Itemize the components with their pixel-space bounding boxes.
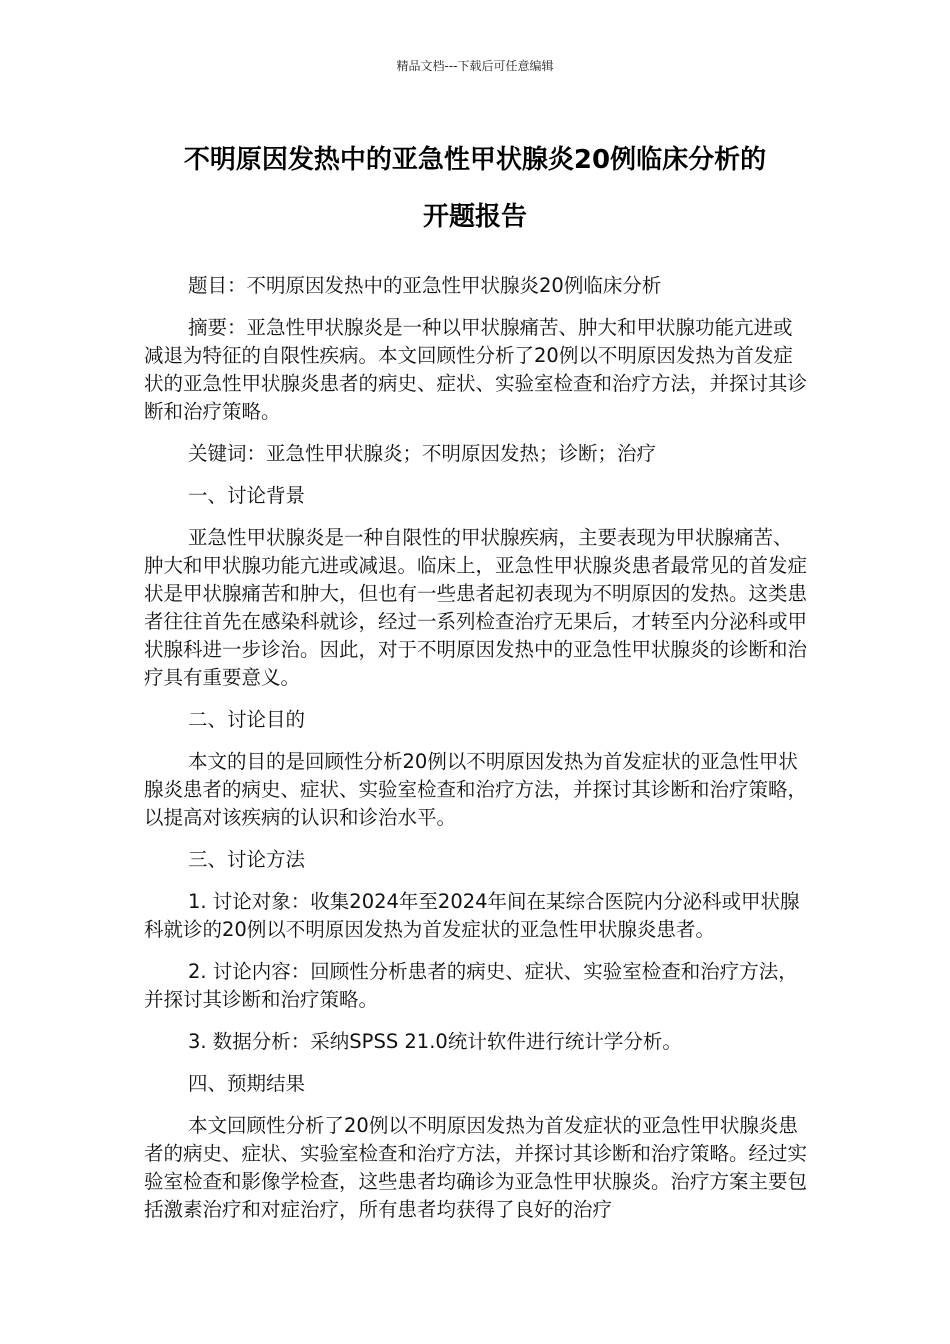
document-title-line-1: 不明原因发热中的亚急性甲状腺炎20例临床分析的 [183, 145, 767, 175]
methods-item-2: 2. 讨论内容：回顾性分析患者的病史、症状、实验室检查和治疗方法，并探讨其诊断和治疗策略。 [144, 960, 798, 1011]
keywords-paragraph: 关键词：亚急性甲状腺炎；不明原因发热；诊断；治疗 [188, 442, 657, 465]
document-title-line-2: 开题报告 [422, 202, 527, 232]
document-body [144, 272, 809, 1238]
section-heading-background: 一、讨论背景 [188, 484, 306, 507]
abstract-paragraph: 摘要：亚急性甲状腺炎是一种以甲状腺痛苦、肿大和甲状腺功能亢进或减退为特征的自限性疾病。本文回顾性分析了20例以不明原因发热为首发症状的亚急性甲状腺炎患者的病史、症状、实验室检查和治疗方法，并探讨其诊断和治疗策略。 [144, 316, 808, 423]
section-heading-purpose: 二、讨论目的 [188, 708, 306, 731]
section-heading-expected-results: 四、预期结果 [188, 1072, 306, 1095]
section-heading-methods: 三、讨论方法 [188, 848, 306, 871]
methods-item-1: 1. 讨论对象：收集2024年至2024年间在某综合医院内分泌科或甲状腺科就诊的20例以不明原因发热为首发症状的亚急性甲状腺炎患者。 [144, 890, 800, 941]
topic-paragraph: 题目：不明原因发热中的亚急性甲状腺炎20例临床分析 [188, 274, 662, 297]
expected-results-paragraph: 本文回顾性分析了20例以不明原因发热为首发症状的亚急性甲状腺炎患者的病史、症状、实验室检查和治疗方法，并探讨其诊断和治疗策略。经过实验室检查和影像学检查，这些患者均确诊为亚急性甲状腺炎。治疗方案主要包括激素治疗和对症治疗，所有患者均获得了良好的治疗 [144, 1114, 808, 1221]
methods-item-3: 3. 数据分析：采纳SPSS 21.0统计软件进行统计学分析。 [188, 1030, 682, 1053]
purpose-paragraph: 本文的目的是回顾性分析20例以不明原因发热为首发症状的亚急性甲状腺炎患者的病史、症状、实验室检查和治疗方法，并探讨其诊断和治疗策略，以提高对该疾病的认识和诊治水平。 [144, 750, 808, 829]
header-note: 精品文档---下载后可任意编辑 [396, 59, 554, 73]
background-paragraph: 亚急性甲状腺炎是一种自限性的甲状腺疾病，主要表现为甲状腺痛苦、肿大和甲状腺功能亢进或减退。临床上，亚急性甲状腺炎患者最常见的首发症状是甲状腺痛苦和肿大，但也有一些患者起初表现为不明原因的发热。这类患者往往首先在感染科就诊，经过一系列检查治疗无果后，才转至内分泌科或甲状腺科进一步诊治。因此，对于不明原因发热中的亚急性甲状腺炎的诊断和治疗具有重要意义。 [144, 526, 808, 689]
